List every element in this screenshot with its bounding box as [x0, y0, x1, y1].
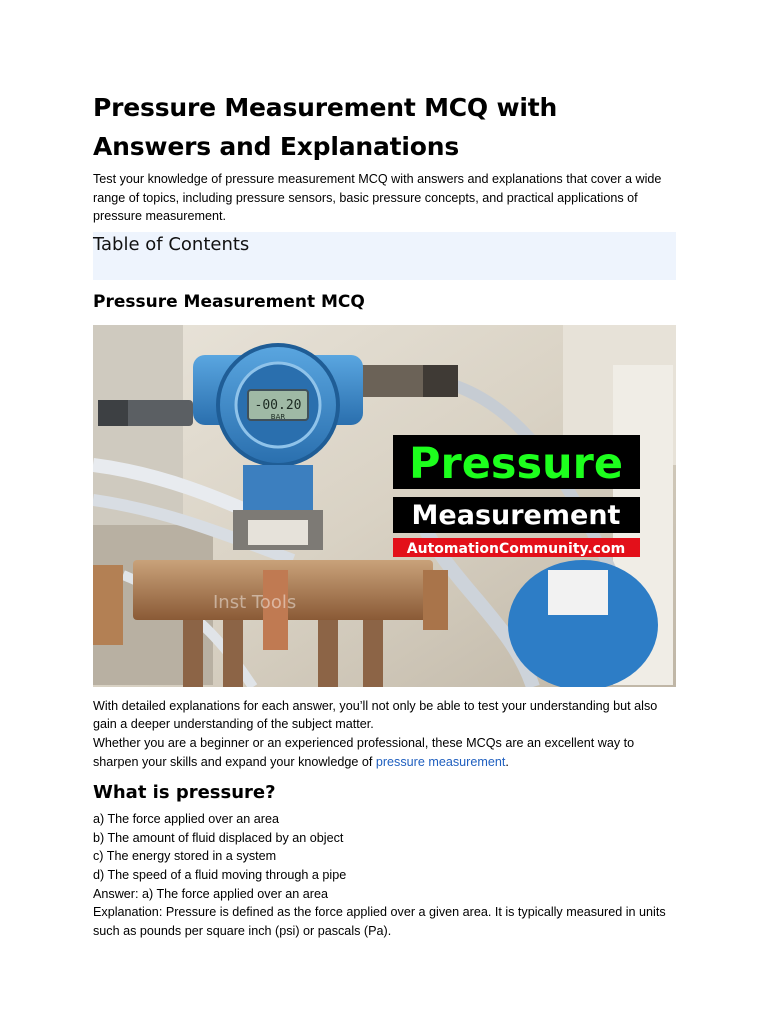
answer-line: Answer: a) The force applied over an area — [93, 886, 328, 901]
banner-line-site: AutomationCommunity.com — [406, 540, 626, 557]
toc-label[interactable]: Table of Contents — [93, 233, 250, 255]
option-d: d) The speed of a fluid moving through a pipe — [93, 867, 347, 882]
question-options — [93, 810, 676, 940]
option-a: a) The force applied over an area — [93, 812, 279, 827]
body-paragraph-1: With detailed explanations for each answer, you’ll not only be able to test your understanding but also gain a deeper understanding of the subject matter. — [93, 698, 658, 732]
lcd-reading: -00.20 — [254, 397, 302, 413]
body-paragraph-2-text: Whether you are a beginner or an experienced professional, these MCQs are an excellent way to sharpen your skills and expand your knowledge of — [93, 735, 635, 769]
body-paragraph-2-end: . — [505, 754, 509, 769]
pressure-transmitter-image — [93, 325, 676, 687]
intro-paragraph: Test your knowledge of pressure measurement MCQ with answers and explanations that cover a wide range of topics, including pressure sensors, basic pressure concepts, and practical applications of pressure measurement. — [93, 172, 662, 224]
body-paragraph-2 — [93, 734, 676, 771]
explanation-text: Explanation: Pressure is defined as the force applied over a given area. It is typically measured in units such as pounds per square inch (psi) or pascals (Pa). — [93, 905, 666, 938]
banner-line-measurement: Measurement — [411, 499, 621, 531]
option-b: b) The amount of fluid displaced by an object — [93, 830, 344, 845]
lcd-unit: BAR — [270, 412, 286, 421]
image-watermark: Inst Tools — [213, 591, 297, 613]
question-heading: What is pressure? — [93, 782, 276, 804]
table-of-contents[interactable] — [93, 232, 676, 280]
page-title: Pressure Measurement MCQ with Answers and Explanations — [93, 93, 558, 161]
section-heading: Pressure Measurement MCQ — [93, 291, 365, 312]
banner-line-pressure: Pressure — [408, 438, 624, 489]
article-content — [93, 88, 676, 940]
pressure-measurement-link[interactable]: pressure measurement — [375, 754, 506, 769]
option-c: c) The energy stored in a system — [93, 849, 277, 864]
